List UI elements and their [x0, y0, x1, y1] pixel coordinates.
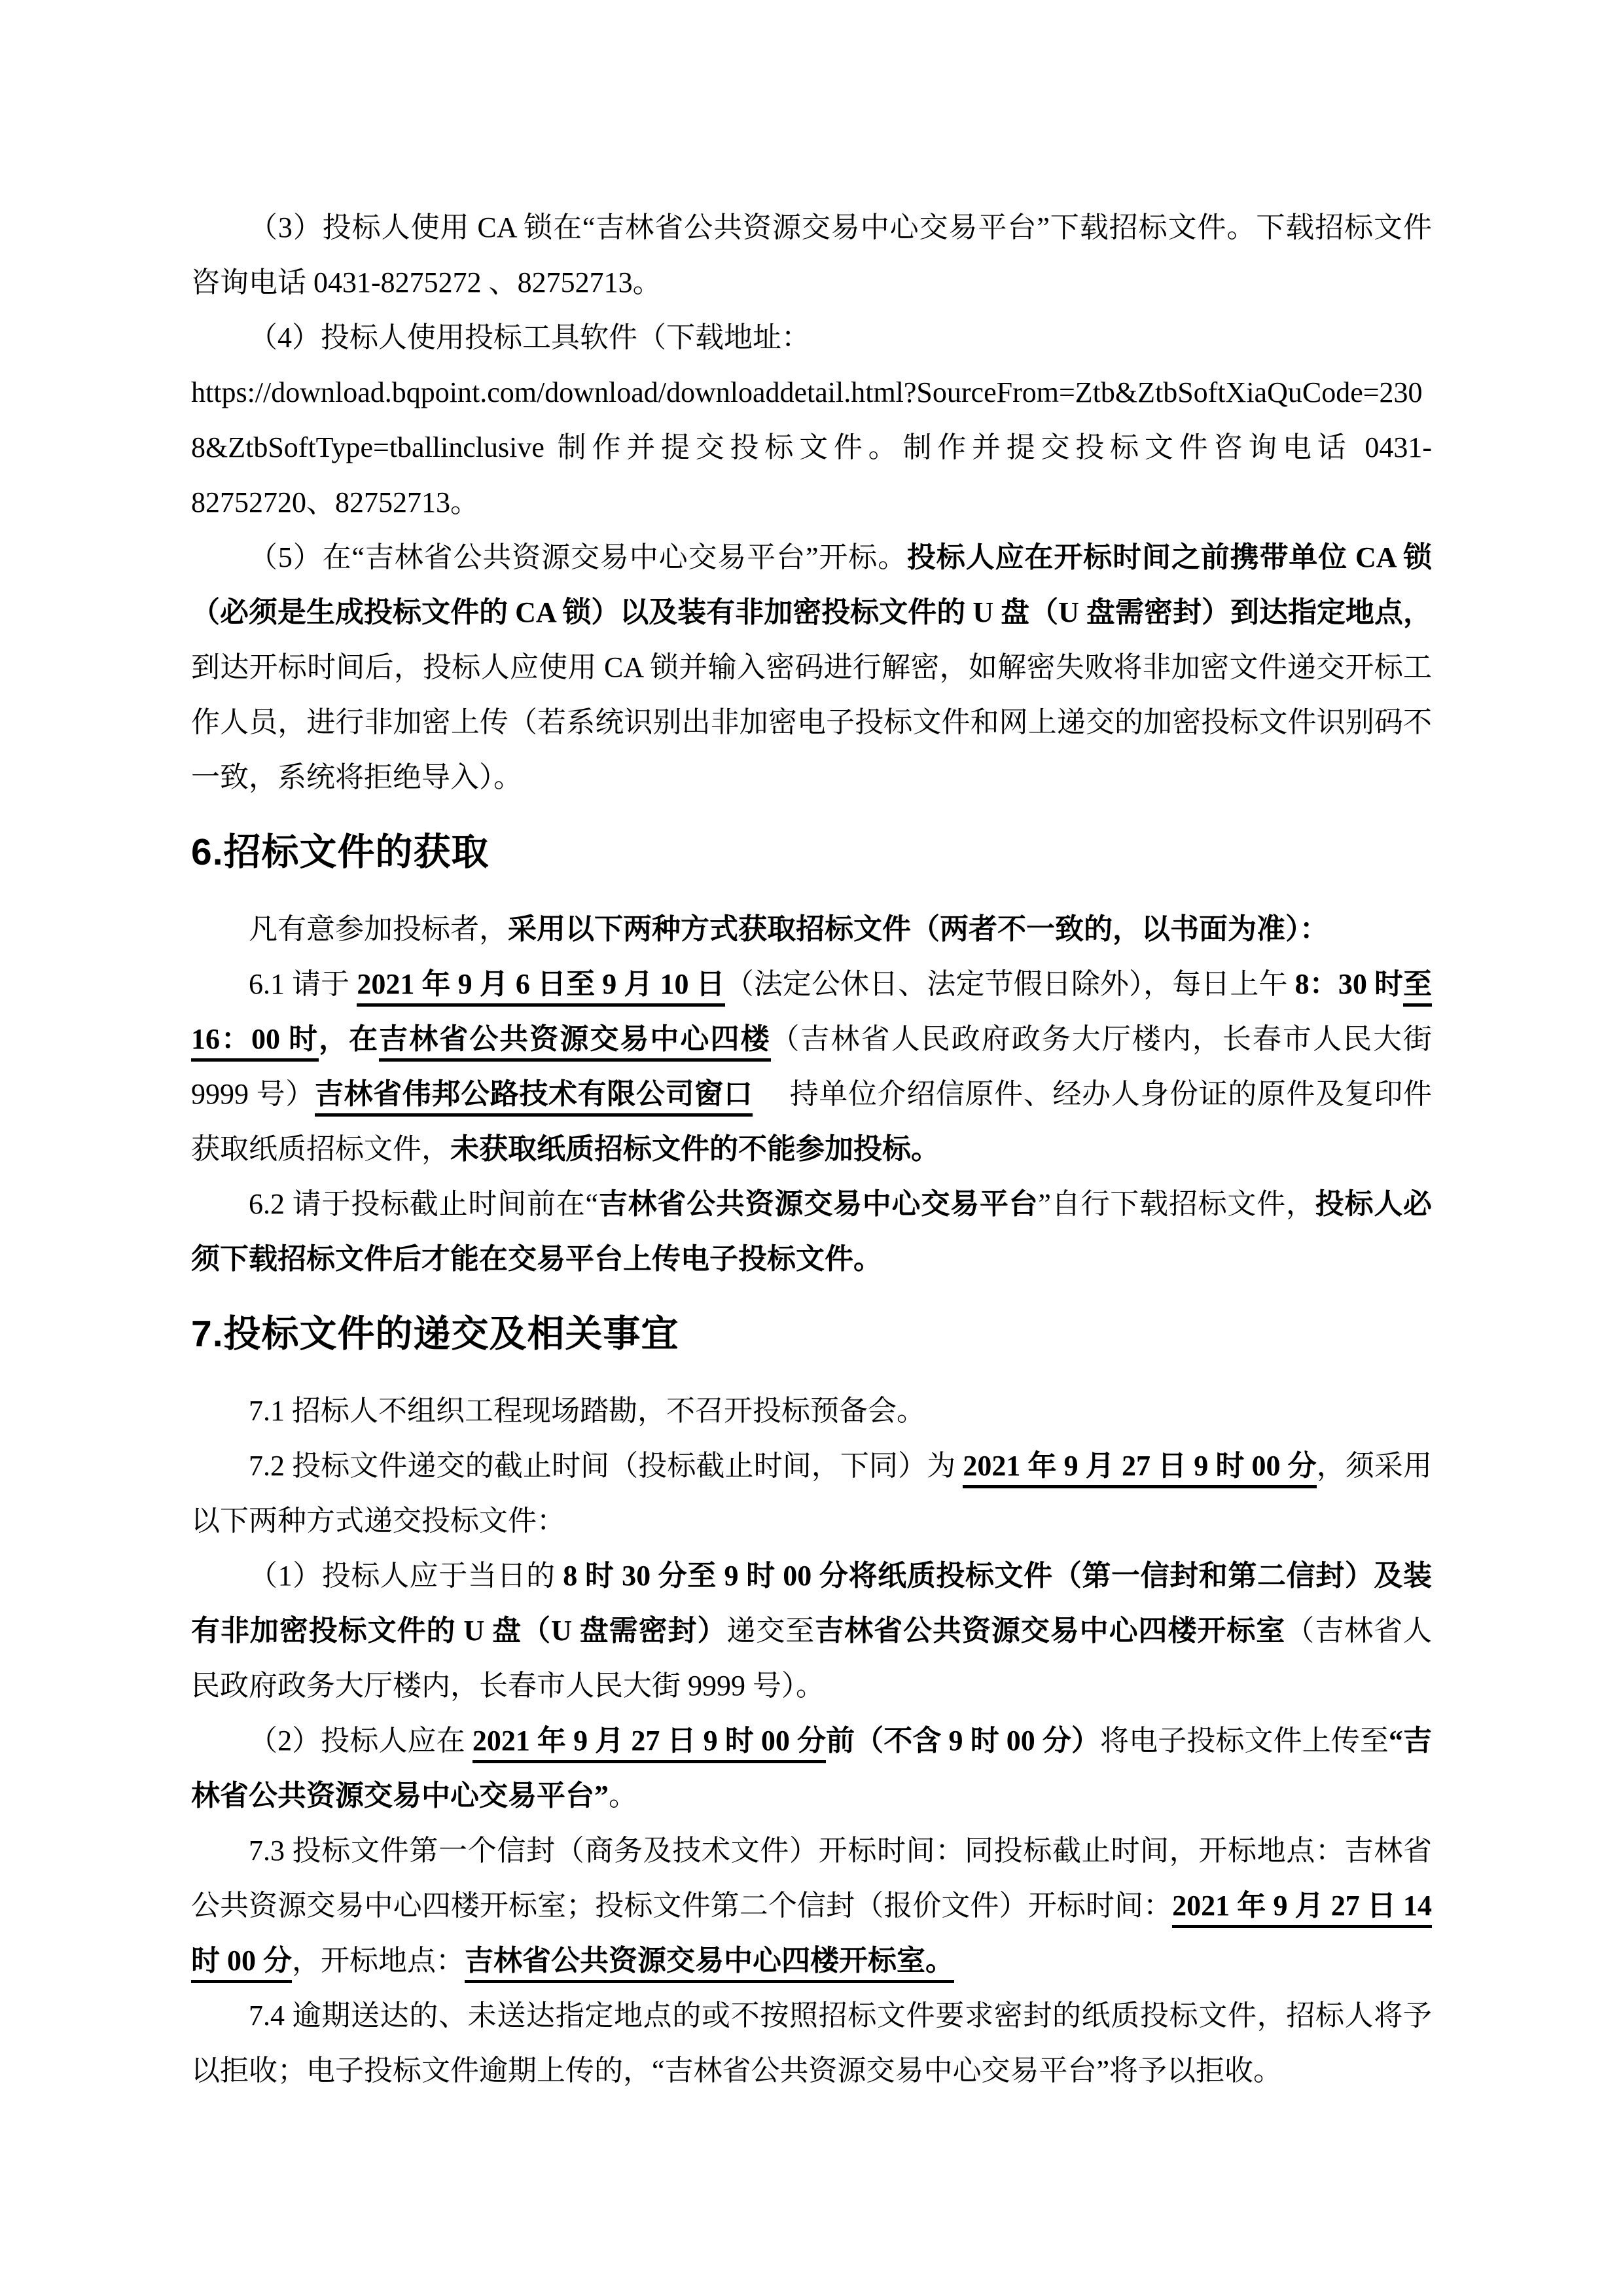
text-run: 2021 年 9 月 27 日 9 时 00 分 [473, 1725, 826, 1763]
section-7-heading: 7.投标文件的递交及相关事宜 [191, 1313, 679, 1355]
text-run: 2021 年 9 月 6 日至 9 月 10 日 [357, 968, 724, 1007]
clause-7-3-paragraph [191, 1823, 1432, 1988]
text-run: 吉林省公共资源交易中心四楼开标室。 [465, 1945, 954, 1983]
text-run: 吉林省公共资源交易中心四楼 [379, 1023, 770, 1062]
text-run: ，开标地点： [292, 1945, 465, 1977]
text-run: 吉林省公共资源交易中心四楼开标室 [815, 1615, 1286, 1647]
text-run: “吉林省公共资源交易中心交易平台” [191, 1725, 1433, 1812]
text-run: （1）投标人应于当日的 [249, 1560, 563, 1592]
text-run: ，在 [319, 1023, 380, 1055]
clause-6-1-paragraph [191, 957, 1432, 1177]
text-run: 递交至 [726, 1615, 815, 1647]
clause-7-4-paragraph [191, 1988, 1432, 2098]
text-run: 投标人必须下载招标文件后才能在交易平台上传电子投标文件。 [191, 1188, 1433, 1275]
text-run: （法定公休日、法定节假日除外），每日上午 [724, 968, 1295, 1000]
text-run: 投标人应在开标时间之前携带单位 CA 锁（必须是生成投标文件的 CA 锁）以及装有非加密投标文件的 U 盘（U 盘需密封）到达指定地点， [191, 541, 1433, 628]
text-run: （3）投标人使用 CA 锁在“吉林省公共资源交易中心交易平台”下载招标文件。下载招标文件咨询电话 0431-8275272 、82752713。 [191, 211, 1432, 298]
text-run: （吉林省人民政府政务大厅楼内，长春市人民大街 9999 号）。 [191, 1615, 1433, 1702]
text-run: https://download.bqpoint.com/download/downloaddetail.html?SourceFrom=Ztb&ZtbSoftXiaQuCode=2308&ZtbSoftType=tballinclusive [191, 376, 1423, 463]
text-run: 6.1 请于 [249, 968, 357, 1000]
text-run: 吉林省公共资源交易中心交易平台 [598, 1188, 1039, 1220]
text-run: 。 [609, 1780, 637, 1812]
section-6-intro-paragraph [191, 902, 1432, 957]
text-run: 7.4 逾期送达的、未送达指定地点的或不按照招标文件要求密封的纸质投标文件，招标人将予以拒收；电子投标文件逾期上传的，“吉林省公共资源交易中心交易平台”将予以拒收。 [191, 2000, 1432, 2087]
text-run: 未获取纸质招标文件的不能参加投标。 [450, 1133, 940, 1165]
text-run: 持单位介绍信原件、经办人身份证的原件及复印件获取纸质招标文件， [191, 1078, 1433, 1165]
text-run: 凡有意参加投标者， [249, 913, 508, 945]
text-run: （5）在“吉林省公共资源交易中心交易平台”开标。 [249, 541, 908, 573]
text-run: 前（不含 9 时 00 分） [826, 1725, 1101, 1757]
text-run: 至 16：00 时 [191, 968, 1432, 1062]
text-run: 制作并提交投标文件。制作并提交投标文件咨询电话 0431-82752720、82752713。 [191, 431, 1432, 518]
text-run: 到达开标时间后，投标人应使用 CA 锁并输入密码进行解密，如解密失败将非加密文件递交开标工作人员，进行非加密上传（若系统识别出非加密电子投标文件和网上递交的加密投标文件识别码不一致，系统将拒绝导入）。 [191, 651, 1432, 793]
clause-5-5-paragraph [191, 530, 1432, 805]
text-run: 2021 年 9 月 27 日 9 时 00 分 [963, 1450, 1316, 1488]
text-run: ”自行下载招标文件， [1038, 1188, 1315, 1220]
text-run: 8：30 时 [1294, 968, 1404, 1000]
text-run: 7.1 招标人不组织工程现场踏勘，不召开投标预备会。 [249, 1395, 925, 1427]
text-run: （2）投标人应在 [249, 1725, 473, 1757]
clause-7-2-item2-paragraph [191, 1713, 1432, 1823]
text-run: 2021 年 9 月 27 日 14 时 00 分 [191, 1890, 1432, 1983]
text-run: 7.2 投标文件递交的截止时间（投标截止时间，下同）为 [249, 1450, 963, 1482]
text-run: （4）投标人使用投标工具软件（下载地址： [249, 321, 810, 353]
section-6-heading: 6.招标文件的获取 [191, 831, 490, 873]
clause-7-2-paragraph [191, 1439, 1432, 1549]
text-run: ，须采用以下两种方式递交投标文件： [191, 1450, 1433, 1537]
clause-5-3-paragraph [191, 200, 1432, 310]
clause-7-1-paragraph [191, 1384, 1432, 1439]
clause-7-2-item1-paragraph [191, 1549, 1432, 1713]
text-run: 6.2 请于投标截止时间前在“ [249, 1188, 599, 1220]
clause-6-2-paragraph [191, 1177, 1432, 1287]
text-run: 将电子投标文件上传至 [1100, 1725, 1389, 1757]
text-run: 采用以下两种方式获取招标文件（两者不一致的，以书面为准）： [508, 913, 1329, 945]
text-run: （吉林省人民政府政务大厅楼内，长春市人民大街 9999 号） [191, 1023, 1433, 1110]
clause-5-4-paragraph [191, 310, 1432, 530]
text-run: 吉林省伟邦公路技术有限公司窗口 [315, 1078, 753, 1117]
text-run: 7.3 投标文件第一个信封（商务及技术文件）开标时间：同投标截止时间，开标地点：吉林省公共资源交易中心四楼开标室；投标文件第二个信封（报价文件）开标时间： [191, 1835, 1432, 1922]
text-run: 8 时 30 分至 9 时 00 分将纸质投标文件（第一信封和第二信封）及装有非加密投标文件的 U 盘（U 盘需密封） [191, 1560, 1433, 1647]
